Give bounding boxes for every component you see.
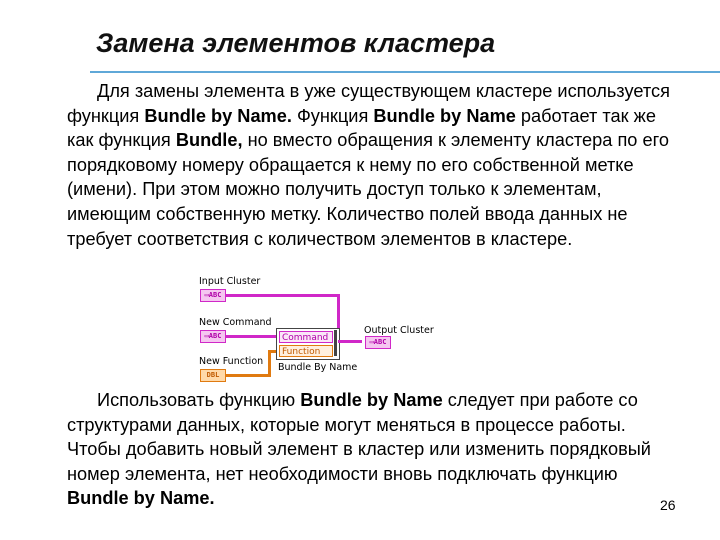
paragraph-usage <box>67 388 682 511</box>
bundle-by-name-node <box>276 328 340 360</box>
new-command-terminal: ▭ABC <box>200 330 226 343</box>
output-cluster-label: Output Cluster <box>364 325 434 336</box>
bold-term: Bundle by Name <box>300 390 443 410</box>
text-run: работает так же как функция <box>67 105 656 151</box>
page-number: 26 <box>660 497 676 513</box>
bold-term: Bundle, <box>175 130 243 151</box>
new-function-wire <box>226 374 270 377</box>
new-command-label: New Command <box>199 317 272 328</box>
bundle-row-function: Function <box>279 345 333 357</box>
text-run: Использовать функцию <box>97 390 301 410</box>
new-function-wire-up <box>268 350 271 377</box>
input-cluster-wire-down <box>337 294 340 332</box>
new-function-terminal: DBL <box>200 369 226 382</box>
new-function-label: New Function <box>199 356 264 367</box>
bundle-row-command: Command <box>279 331 333 343</box>
bold-term: Bundle by Name. <box>144 105 292 126</box>
bundle-border-bar <box>334 330 337 356</box>
output-cluster-terminal: ▭ABC <box>365 336 391 349</box>
bundle-caption: Bundle By Name <box>278 362 358 373</box>
text-run: но вместо обращения к элементу кластера по его порядковому номеру обращается к нему по его собственной метке (имени). При этом можно получить доступ только к элементам, имеющим собственную метку. Количество полей ввода данных не требует соответствия с количеством элементов в кластере. <box>67 130 669 249</box>
labview-block-diagram <box>196 276 446 386</box>
paragraph-intro <box>67 79 682 251</box>
slide-title: Замена элементов кластера <box>96 28 496 58</box>
text-run: Для замены элемента в уже существующем кластере используется функция <box>67 81 670 126</box>
output-wire <box>338 340 362 343</box>
title-divider <box>90 71 720 73</box>
bold-term: Bundle by Name <box>373 105 516 126</box>
text-run: Функция <box>291 105 374 126</box>
bold-term: Bundle by Name. <box>67 488 215 509</box>
input-cluster-wire <box>226 294 339 297</box>
input-cluster-label: Input Cluster <box>199 276 261 287</box>
text-run: следует при работе со структурами данных, которые могут меняться в процессе работы. Чтобы добавить новый элемент в кластер или изменить порядковый номер элемента, нет необходимости вновь подключать функцию <box>67 390 651 484</box>
new-command-wire <box>226 335 278 338</box>
input-cluster-terminal: ▭ABC <box>200 289 226 302</box>
